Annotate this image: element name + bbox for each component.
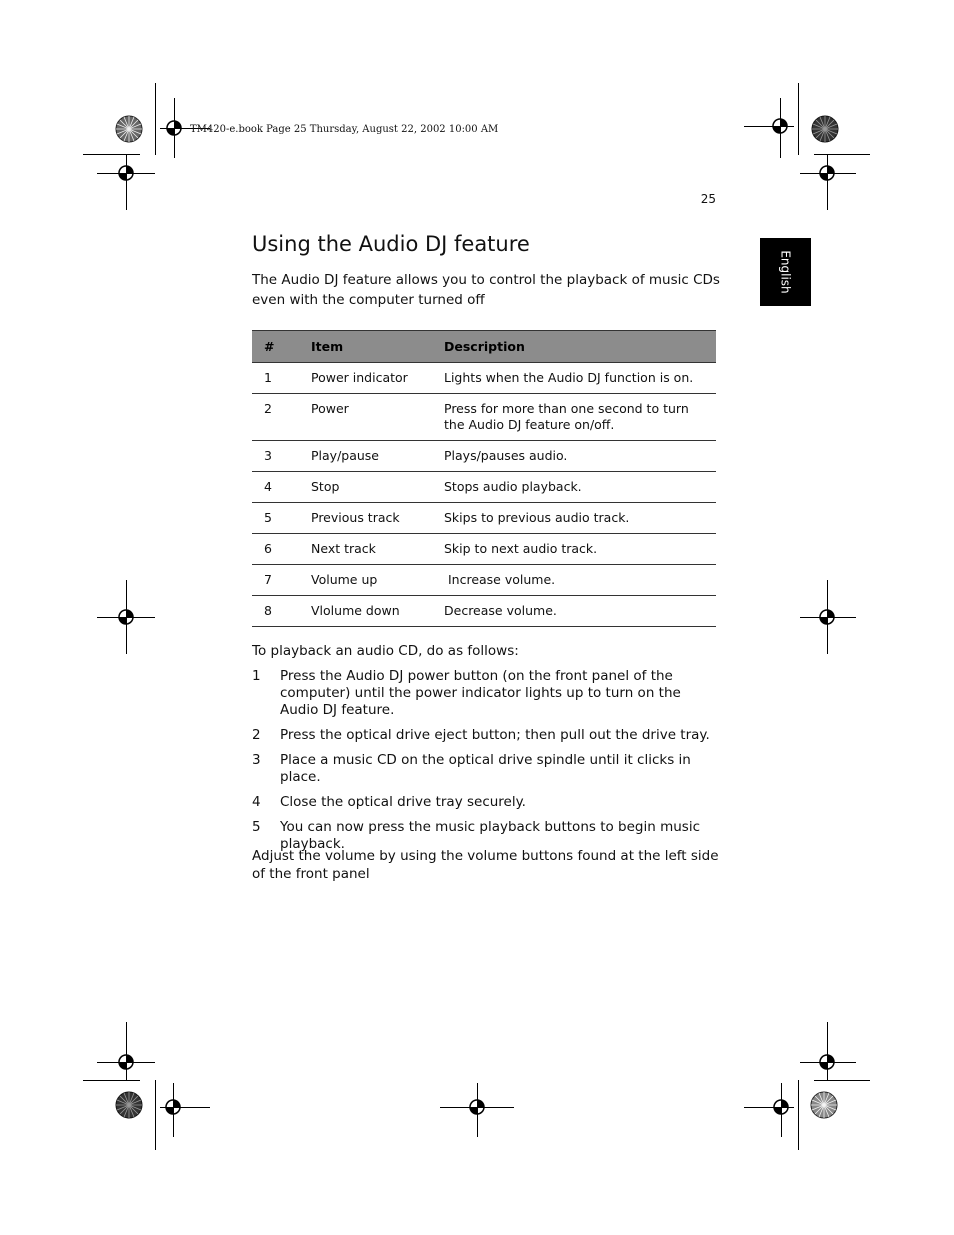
- row-number: 1: [252, 363, 299, 394]
- print-header: TM420-e.book Page 25 Thursday, August 22, 2002 10:00 AM: [190, 124, 499, 135]
- list-item: [252, 668, 722, 719]
- row-description: Press for more than one second to turn the Audio DJ feature on/off.: [432, 394, 716, 441]
- audio-dj-table: [252, 330, 716, 627]
- table-row: [252, 534, 716, 565]
- crop-line: [155, 1080, 156, 1150]
- crop-line: [814, 1080, 870, 1081]
- row-description: Decrease volume.: [432, 596, 716, 627]
- column-header-item: Item: [299, 331, 432, 363]
- table-row: [252, 503, 716, 534]
- registration-mark-icon: [817, 607, 837, 627]
- row-number: 7: [252, 565, 299, 596]
- row-number: 2: [252, 394, 299, 441]
- row-item: Previous track: [299, 503, 432, 534]
- row-description: Lights when the Audio DJ function is on.: [432, 363, 716, 394]
- registration-mark-icon: [467, 1097, 487, 1117]
- row-number: 6: [252, 534, 299, 565]
- page-number: 25: [700, 192, 716, 206]
- step-text: Press the optical drive eject button; then pull out the drive tray.: [280, 727, 710, 743]
- intro-paragraph: The Audio DJ feature allows you to control the playback of music CDs even with the computer turned off: [252, 272, 720, 308]
- step-number: 2: [252, 727, 261, 743]
- row-number: 4: [252, 472, 299, 503]
- row-item: Vlolume down: [299, 596, 432, 627]
- table-row: [252, 441, 716, 472]
- row-description: Increase volume.: [432, 565, 716, 596]
- step-number: 3: [252, 752, 261, 768]
- row-description: Skip to next audio track.: [432, 534, 716, 565]
- registration-mark-icon: [116, 607, 136, 627]
- crop-line: [798, 1080, 799, 1150]
- registration-mark-icon: [163, 1097, 183, 1117]
- table-row: [252, 596, 716, 627]
- registration-mark-icon: [817, 163, 837, 183]
- row-item: Next track: [299, 534, 432, 565]
- outro-paragraph: Adjust the volume by using the volume buttons found at the left side of the front panel: [252, 848, 719, 882]
- crop-line: [814, 154, 870, 155]
- step-text: Press the Audio DJ power button (on the front panel of the computer) until the power indicator lights up to turn on the Audio DJ feature.: [280, 668, 681, 718]
- registration-mark-icon: [817, 1052, 837, 1072]
- table-row: [252, 363, 716, 394]
- list-item: [252, 727, 722, 744]
- language-tab: [760, 238, 811, 306]
- registration-mark-icon: [116, 1052, 136, 1072]
- row-item: Power indicator: [299, 363, 432, 394]
- row-description: Stops audio playback.: [432, 472, 716, 503]
- registration-mark-icon: [116, 163, 136, 183]
- step-number: 4: [252, 794, 261, 810]
- step-number: 5: [252, 819, 261, 835]
- column-header-number: #: [252, 331, 299, 363]
- registration-mark-icon: [770, 116, 790, 136]
- page-title: Using the Audio DJ feature: [252, 232, 530, 256]
- row-number: 5: [252, 503, 299, 534]
- step-number: 1: [252, 668, 261, 684]
- language-tab-label: English: [778, 250, 793, 294]
- row-number: 3: [252, 441, 299, 472]
- starburst-mark-icon: [811, 115, 839, 143]
- step-text: Close the optical drive tray securely.: [280, 794, 526, 810]
- starburst-mark-icon: [115, 115, 143, 143]
- row-item: Stop: [299, 472, 432, 503]
- crop-line: [155, 83, 156, 155]
- crop-line: [798, 83, 799, 155]
- list-item: [252, 794, 722, 811]
- registration-mark-icon: [771, 1097, 791, 1117]
- steps-list: [252, 668, 722, 861]
- column-header-description: Description: [432, 331, 716, 363]
- table-row: [252, 394, 716, 441]
- step-text: You can now press the music playback buttons to begin music playback.: [280, 819, 700, 852]
- table-row: [252, 565, 716, 596]
- crop-line: [83, 154, 140, 155]
- list-item: [252, 752, 722, 786]
- step-text: Place a music CD on the optical drive spindle until it clicks in place.: [280, 752, 691, 785]
- row-item: Play/pause: [299, 441, 432, 472]
- steps-intro: To playback an audio CD, do as follows:: [252, 643, 519, 659]
- row-number: 8: [252, 596, 299, 627]
- starburst-mark-icon: [115, 1091, 143, 1119]
- crop-line: [83, 1080, 140, 1081]
- table-header-row: [252, 331, 716, 363]
- starburst-mark-icon: [810, 1091, 838, 1119]
- table-row: [252, 472, 716, 503]
- row-description: Plays/pauses audio.: [432, 441, 716, 472]
- row-description: Skips to previous audio track.: [432, 503, 716, 534]
- registration-mark-icon: [164, 118, 184, 138]
- row-item: Power: [299, 394, 432, 441]
- row-item: Volume up: [299, 565, 432, 596]
